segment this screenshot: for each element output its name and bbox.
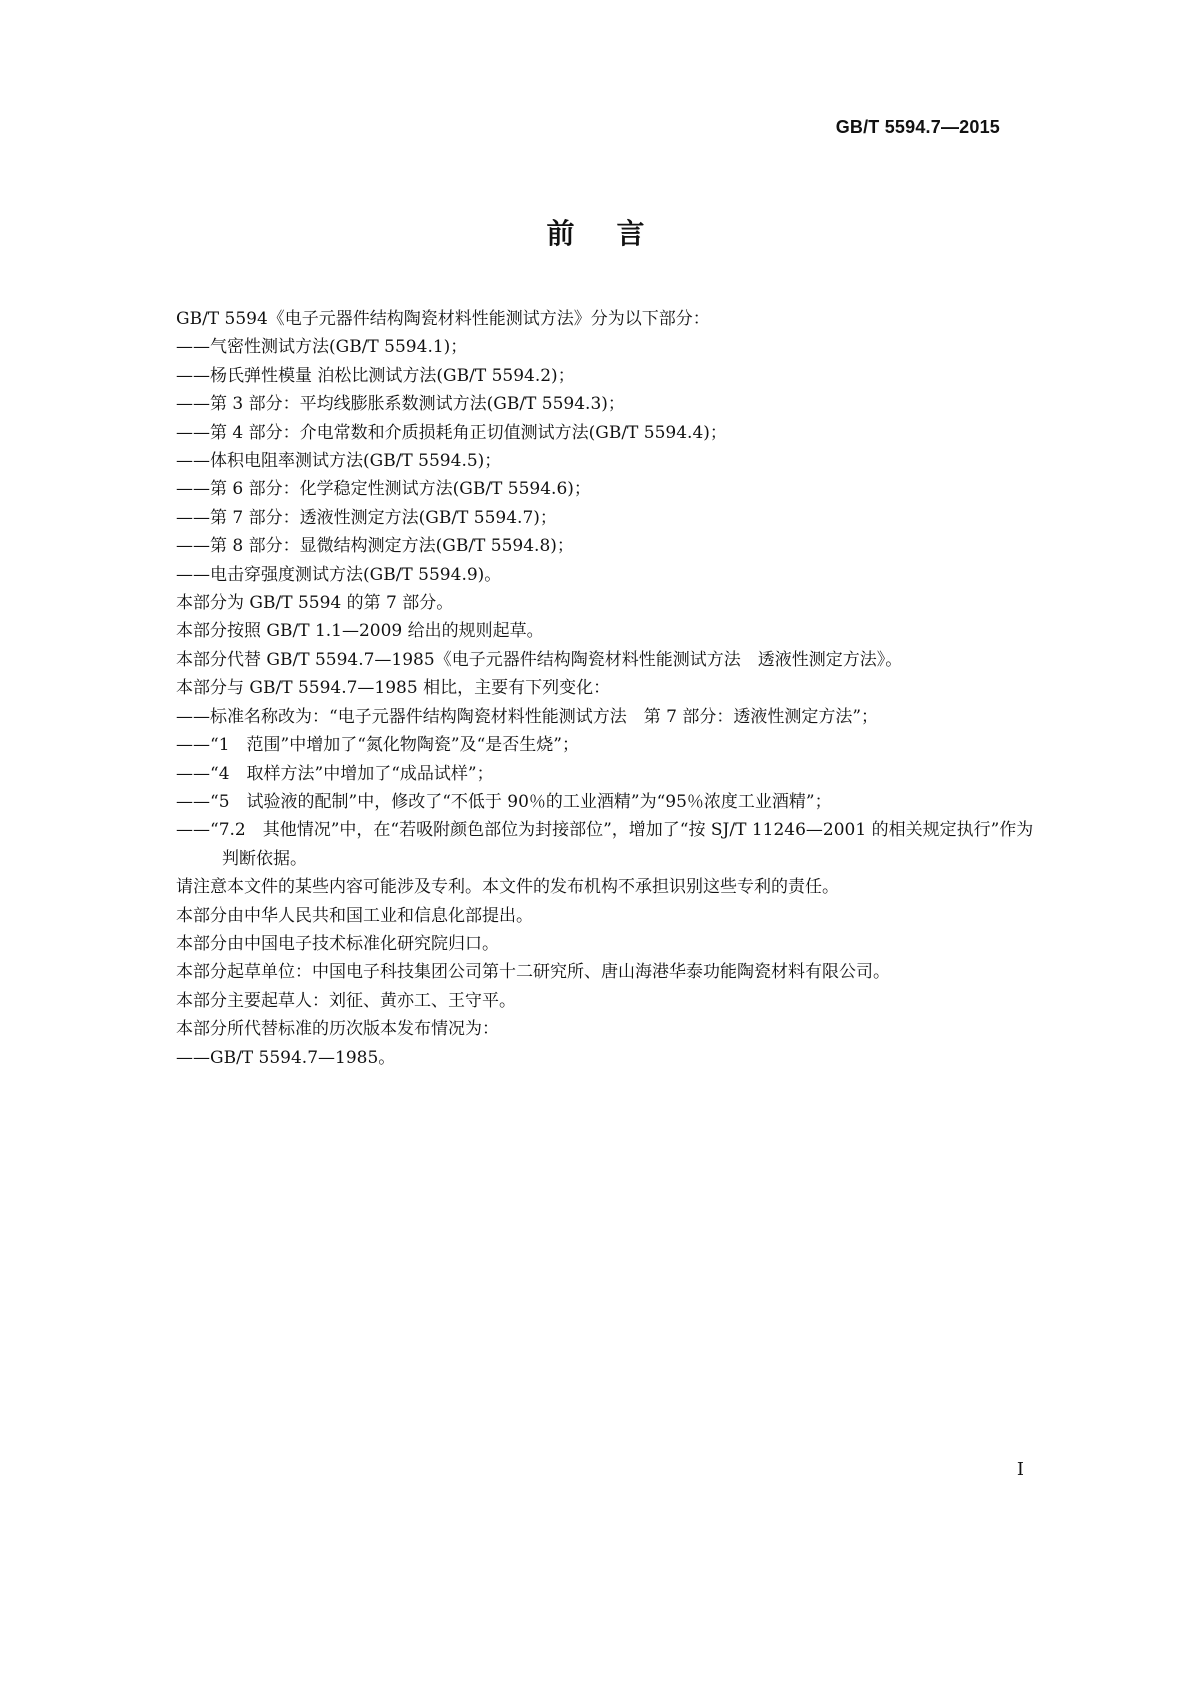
list-item: ——“5 试验液的配制”中，修改了“不低于 90％的工业酒精”为“95％浓度工业酒精”； [176, 791, 832, 812]
paragraph-line: 本部分由中国电子技术标准化研究院归口。 [176, 933, 499, 954]
list-item: ——气密性测试方法(GB/T 5594.1)； [176, 337, 468, 358]
list-item: ——“1 范围”中增加了“氮化物陶瓷”及“是否生烧”； [176, 735, 579, 756]
list-item: ——“4 取样方法”中增加了“成品试样”； [176, 763, 494, 784]
list-item: ——GB/T 5594.7—1985。 [176, 1047, 396, 1068]
list-item: ——电击穿强度测试方法(GB/T 5594.9)。 [176, 564, 502, 585]
list-item: ——第 6 部分：化学稳定性测试方法(GB/T 5594.6)； [176, 479, 591, 500]
list-item: ——第 8 部分：显微结构测定方法(GB/T 5594.8)； [176, 536, 574, 557]
paragraph-line: 本部分起草单位：中国电子科技集团公司第十二研究所、唐山海港华泰功能陶瓷材料有限公司。 [176, 962, 890, 983]
foreword-body [176, 305, 1036, 1072]
list-item: ——“7.2 其他情况”中，在“若吸附颜色部位为封接部位”，增加了“按 SJ/T 11246—2001 的相关规定执行”作为判断依据。 [176, 820, 1034, 869]
list-item: ——第 7 部分：透液性测定方法(GB/T 5594.7)； [176, 507, 557, 528]
paragraph-line: 本部分按照 GB/T 1.1—2009 给出的规则起草。 [176, 621, 544, 642]
page-title: 前言 [546, 217, 687, 250]
paragraph-line: 本部分由中华人民共和国工业和信息化部提出。 [176, 905, 533, 926]
paragraph-line: 本部分主要起草人：刘征、黄亦工、王守平。 [176, 990, 516, 1011]
paragraph-line: 本部分与 GB/T 5594.7—1985 相比，主要有下列变化： [176, 678, 611, 699]
page-number: I [1016, 1459, 1024, 1480]
list-item: ——第 4 部分：介电常数和介质损耗角正切值测试方法(GB/T 5594.4)； [176, 422, 727, 443]
paragraph-line: 本部分为 GB/T 5594 的第 7 部分。 [176, 593, 454, 614]
list-item: ——杨氏弹性模量 泊松比测试方法(GB/T 5594.2)； [176, 365, 575, 386]
list-item: ——第 3 部分：平均线膨胀系数测试方法(GB/T 5594.3)； [176, 394, 625, 415]
list-item: ——标准名称改为：“电子元器件结构陶瓷材料性能测试方法 第 7 部分：透液性测定方法”； [176, 706, 879, 727]
paragraph-line: 本部分所代替标准的历次版本发布情况为： [176, 1019, 499, 1040]
list-item: ——体积电阻率测试方法(GB/T 5594.5)； [176, 451, 502, 472]
paragraph-line: 本部分代替 GB/T 5594.7—1985《电子元器件结构陶瓷材料性能测试方法 透液性测定方法》。 [176, 649, 903, 670]
paragraph-line: 请注意本文件的某些内容可能涉及专利。本文件的发布机构不承担识别这些专利的责任。 [176, 877, 839, 898]
standard-code: GB/T 5594.7—2015 [835, 117, 1000, 137]
paragraph-line: GB/T 5594《电子元器件结构陶瓷材料性能测试方法》分为以下部分： [176, 309, 710, 329]
